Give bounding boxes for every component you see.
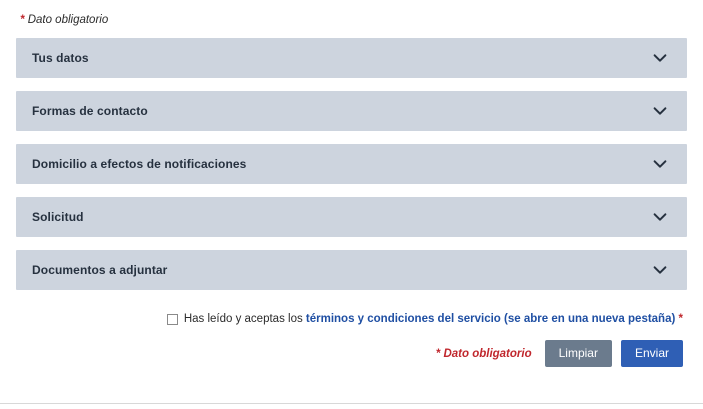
required-asterisk: * bbox=[20, 14, 25, 26]
terms-checkbox[interactable] bbox=[167, 314, 178, 325]
chevron-down-icon[interactable] bbox=[651, 49, 669, 67]
terms-link[interactable]: términos y condiciones del servicio (se abre en una nueva pestaña) bbox=[305, 313, 676, 325]
accordion-section-formas-de-contacto[interactable] bbox=[16, 91, 687, 131]
accordion-title: Solicitud bbox=[32, 210, 84, 224]
accordion-section-documentos[interactable] bbox=[16, 250, 687, 290]
chevron-down-icon[interactable] bbox=[651, 261, 669, 279]
required-field-note bbox=[20, 14, 687, 26]
form-actions bbox=[16, 340, 687, 367]
accordion-title: Domicilio a efectos de notificaciones bbox=[32, 157, 247, 171]
actions-required-note: * Dato obligatorio bbox=[435, 347, 532, 360]
accordion-section-tus-datos[interactable] bbox=[16, 38, 687, 78]
accordion-title: Documentos a adjuntar bbox=[32, 263, 168, 277]
page-divider bbox=[0, 403, 703, 404]
chevron-down-icon[interactable] bbox=[651, 208, 669, 226]
terms-text-before: Has leído y aceptas los bbox=[183, 313, 306, 325]
chevron-down-icon[interactable] bbox=[651, 102, 669, 120]
submit-button[interactable]: Enviar bbox=[621, 340, 683, 367]
terms-label bbox=[184, 312, 683, 326]
clear-button[interactable]: Limpiar bbox=[545, 340, 612, 367]
accordion-section-domicilio[interactable] bbox=[16, 144, 687, 184]
accordion-section-solicitud[interactable] bbox=[16, 197, 687, 237]
terms-required-asterisk: * bbox=[678, 313, 683, 325]
accordion bbox=[16, 38, 687, 290]
accordion-title: Tus datos bbox=[32, 51, 89, 65]
terms-acceptance-row bbox=[16, 312, 687, 326]
accordion-title: Formas de contacto bbox=[32, 104, 148, 118]
chevron-down-icon[interactable] bbox=[651, 155, 669, 173]
required-note-label: Dato obligatorio bbox=[27, 14, 109, 26]
